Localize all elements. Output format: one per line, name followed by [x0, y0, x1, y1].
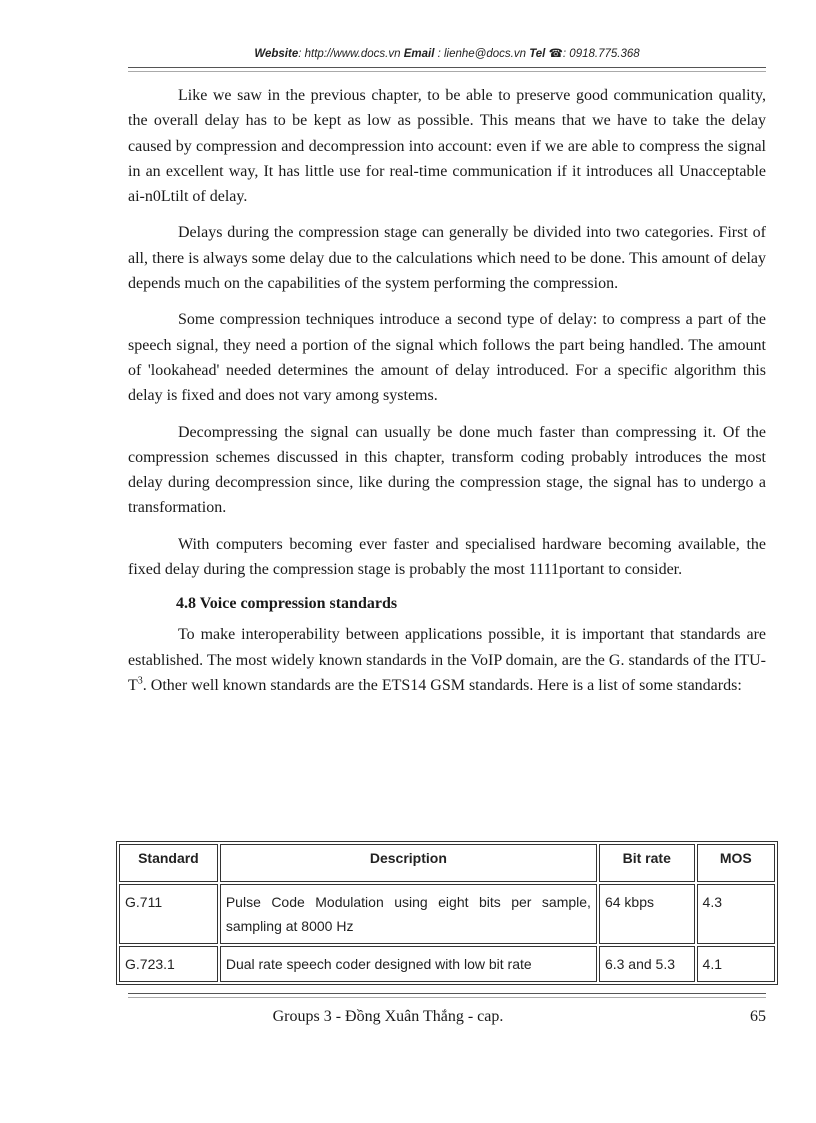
- cell-bit-rate: 6.3 and 5.3: [599, 946, 695, 982]
- cell-bit-rate: 64 kbps: [599, 884, 695, 944]
- cell-standard: G.711: [119, 884, 218, 944]
- standards-text-before: To make interoperability between applications possible, it is important that standards are established. The most widely known standards in the VoIP domain, are the G. standards of the ITU-T: [128, 626, 766, 694]
- standards-text-after: . Other well known standards are the ETS14 GSM standards. Here is a list of some standards:: [142, 676, 742, 694]
- table-row: [119, 884, 775, 944]
- paragraph-standards: [128, 622, 766, 698]
- tel-value: : 0918.775.368: [562, 48, 640, 60]
- cell-standard: G.723.1: [119, 946, 218, 982]
- header-bit-rate: Bit rate: [599, 844, 695, 882]
- page-header: [128, 46, 766, 60]
- header-description: Description: [220, 844, 597, 882]
- table-row: [119, 946, 775, 982]
- website-label: Website: [254, 48, 299, 60]
- email-label: Email: [403, 48, 435, 60]
- footnote-ref: 3: [137, 675, 143, 687]
- header-standard: Standard: [119, 844, 218, 882]
- cell-description: Pulse Code Modulation using eight bits per sample, sampling at 8000 Hz: [220, 884, 597, 944]
- paragraph-overall-delay: Like we saw in the previous chapter, to be able to preserve good communication quality, the overall delay has to be kept as low as possible. This means that we have to take the delay caused by compression and decompression into account: even if we are able to compress the signal in an excellent way, It has little use for real-time communication if it introduces all Unacceptable ai-n0Ltilt of delay.: [128, 87, 766, 206]
- paragraph-delay-categories: Delays during the compression stage can generally be divided into two categories. First of all, there is always some delay due to the calculations which need to be done. This amount of delay depends much on the capabilities of the system performing the compression.: [128, 224, 766, 293]
- footer-rule: [128, 993, 766, 994]
- footer-text: Groups 3 - Đồng Xuân Thắng - cap.: [272, 1008, 504, 1025]
- paragraph-lookahead: Some compression techniques introduce a second type of delay: to compress a part of the speech signal, they need a portion of the signal which follows the part being handled. The amount of 'lookahead' needed determines the amount of delay introduced. For a specific algorithm this delay is fixed and does not vary among systems.: [128, 311, 766, 405]
- tel-label: Tel ☎: [529, 48, 563, 60]
- cell-mos: 4.1: [697, 946, 775, 982]
- paragraph-fixed-delay: With computers becoming ever faster and specialised hardware becoming available, the fixed delay during the compression stage is probably the most 1111portant to consider.: [128, 535, 766, 579]
- cell-mos: 4.3: [697, 884, 775, 944]
- page-body: [128, 83, 766, 709]
- paragraph-decompression: Decompressing the signal can usually be done much faster than compressing it. Of the compression schemes discussed in this chapter, transform coding probably introduces the most delay during decompression since, like during the compression stage, the signal has to undergo a transformation.: [128, 423, 766, 517]
- section-heading: 4.8 Voice compression standards: [176, 595, 398, 613]
- table-header-row: [119, 844, 775, 882]
- footer-rule-thin: [128, 997, 766, 998]
- page-number: 65: [750, 1008, 766, 1025]
- cell-description: Dual rate speech coder designed with low bit rate: [220, 946, 597, 982]
- email-value: : lienhe@docs.vn: [437, 48, 526, 60]
- website-value: : http://www.docs.vn: [298, 48, 401, 60]
- header-rule-thin: [128, 71, 766, 72]
- standards-table: [116, 841, 778, 985]
- header-mos: MOS: [697, 844, 775, 882]
- header-rule: [128, 67, 766, 68]
